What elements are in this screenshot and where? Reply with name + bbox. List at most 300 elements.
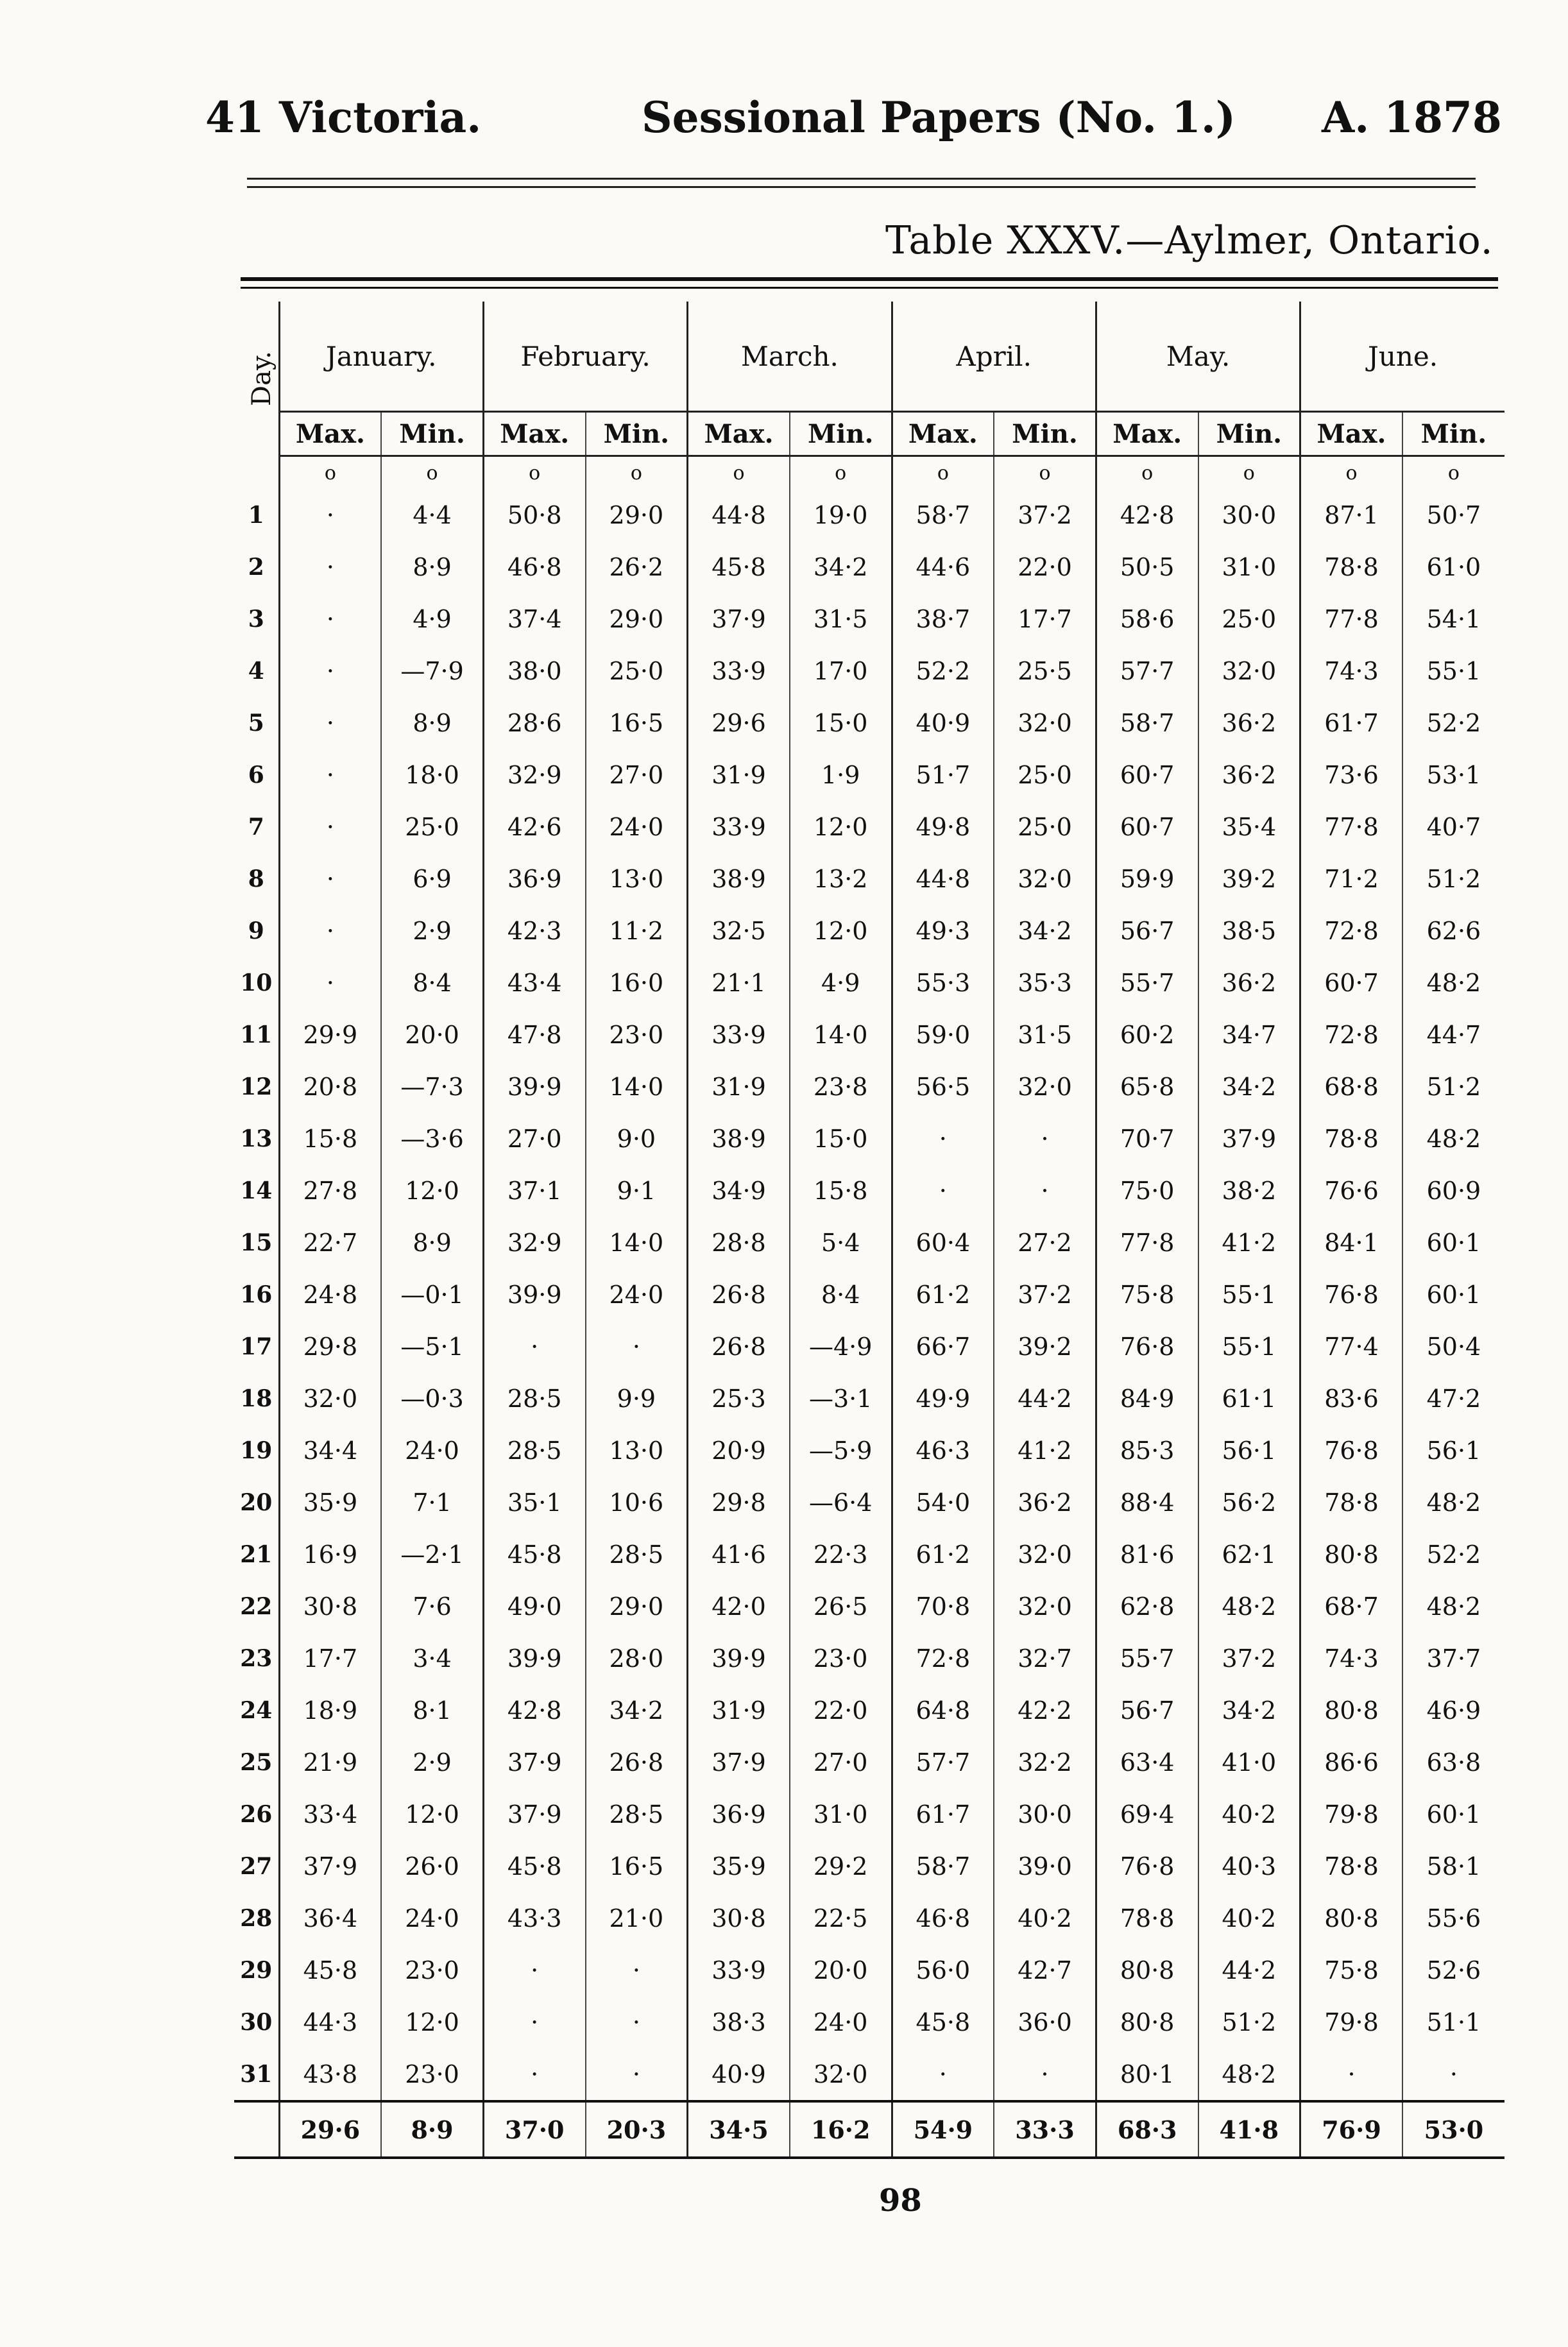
temperature-cell: 32·0: [994, 1580, 1096, 1632]
temperature-cell: 79·8: [1300, 1996, 1402, 2048]
temperature-cell: 25·0: [994, 801, 1096, 853]
temperature-cell: 75·0: [1096, 1165, 1198, 1216]
temperature-cell: 50·7: [1402, 489, 1504, 541]
temperature-cell: 75·8: [1096, 1268, 1198, 1320]
temperature-cell: 1·9: [790, 749, 892, 801]
day-number: 26: [234, 1788, 279, 1840]
temperature-cell: ·: [994, 1113, 1096, 1165]
temperature-cell: 44·2: [1198, 1944, 1300, 1996]
temperature-cell: 59·0: [892, 1009, 994, 1061]
temperature-cell: 56·7: [1096, 1684, 1198, 1736]
min-header: Min.: [1198, 412, 1300, 456]
temperature-cell: 36·2: [994, 1476, 1096, 1528]
temperature-cell: ·: [586, 2048, 688, 2101]
degree-mark: o: [1198, 456, 1300, 490]
day-number: 15: [234, 1216, 279, 1268]
temperature-cell: 22·0: [994, 541, 1096, 593]
temperature-cell: 14·0: [586, 1061, 688, 1113]
temperature-cell: 32·0: [1198, 645, 1300, 697]
temperature-cell: 13·0: [586, 853, 688, 905]
temperature-cell: 39·0: [994, 1840, 1096, 1892]
temperature-cell: 42·2: [994, 1684, 1096, 1736]
temperature-cell: 34·2: [1198, 1684, 1300, 1736]
table-row: [234, 1165, 1504, 1216]
max-header: Max.: [483, 412, 585, 456]
day-number: 6: [234, 749, 279, 801]
temperature-cell: 8·1: [381, 1684, 483, 1736]
temperature-cell: 21·0: [586, 1892, 688, 1944]
table-row: [234, 1840, 1504, 1892]
temperature-cell: 52·2: [1402, 1528, 1504, 1580]
max-header: Max.: [279, 412, 381, 456]
temperature-cell: 33·4: [279, 1788, 381, 1840]
day-number: 23: [234, 1632, 279, 1684]
temperature-cell: 43·8: [279, 2048, 381, 2101]
temperature-cell: 37·9: [688, 593, 790, 645]
temperature-cell: 29·2: [790, 1840, 892, 1892]
session-label: 41 Victoria.: [205, 92, 482, 142]
temperature-cell: 78·8: [1300, 1840, 1402, 1892]
temperature-cell: 27·0: [483, 1113, 585, 1165]
temperature-cell: 78·8: [1300, 1113, 1402, 1165]
temperature-cell: ·: [586, 1320, 688, 1372]
temperature-cell: 42·8: [1096, 489, 1198, 541]
temperature-cell: 33·9: [688, 1009, 790, 1061]
temperature-cell: 39·9: [688, 1632, 790, 1684]
day-number: 16: [234, 1268, 279, 1320]
day-spacer: [234, 456, 279, 490]
temperature-cell: 9·1: [586, 1165, 688, 1216]
temperature-cell: 66·7: [892, 1320, 994, 1372]
temperature-table: [234, 302, 1504, 2159]
temperature-cell: 39·9: [483, 1061, 585, 1113]
temperature-cell: 38·3: [688, 1996, 790, 2048]
month-header: February.: [483, 302, 687, 412]
day-number: 17: [234, 1320, 279, 1372]
temperature-cell: 28·5: [483, 1372, 585, 1424]
temperature-cell: 6·9: [381, 853, 483, 905]
temperature-cell: 64·8: [892, 1684, 994, 1736]
temperature-cell: 58·7: [1096, 697, 1198, 749]
temperature-cell: 12·0: [790, 801, 892, 853]
table-row: [234, 1580, 1504, 1632]
temperature-cell: 40·7: [1402, 801, 1504, 853]
temperature-cell: 46·3: [892, 1424, 994, 1476]
temperature-cell: 22·7: [279, 1216, 381, 1268]
temperature-cell: 48·2: [1402, 957, 1504, 1009]
table-row: [234, 1009, 1504, 1061]
temperature-cell: 61·7: [1300, 697, 1402, 749]
day-spacer: [234, 2101, 279, 2158]
temperature-cell: 42·0: [688, 1580, 790, 1632]
temperature-cell: 79·8: [1300, 1788, 1402, 1840]
temperature-cell: 46·8: [892, 1892, 994, 1944]
temperature-cell: 74·3: [1300, 645, 1402, 697]
temperature-cell: ·: [1300, 2048, 1402, 2101]
table-row: [234, 2048, 1504, 2101]
max-header: Max.: [1300, 412, 1402, 456]
temperature-cell: 44·3: [279, 1996, 381, 2048]
temperature-cell: 60·4: [892, 1216, 994, 1268]
temperature-cell: 80·8: [1096, 1996, 1198, 2048]
temperature-cell: 86·6: [1300, 1736, 1402, 1788]
temperature-cell: 37·2: [1198, 1632, 1300, 1684]
temperature-cell: 22·3: [790, 1528, 892, 1580]
temperature-cell: 27·8: [279, 1165, 381, 1216]
temperature-cell: 77·4: [1300, 1320, 1402, 1372]
day-number: 7: [234, 801, 279, 853]
temperature-cell: 42·3: [483, 905, 585, 957]
temperature-cell: 34·2: [1198, 1061, 1300, 1113]
table-row: [234, 645, 1504, 697]
temperature-cell: 37·9: [688, 1736, 790, 1788]
temperature-cell: 71·2: [1300, 853, 1402, 905]
temperature-cell: 37·9: [483, 1736, 585, 1788]
temperature-cell: 40·2: [1198, 1892, 1300, 1944]
mean-cell: 8·9: [381, 2101, 483, 2158]
temperature-cell: 52·2: [1402, 697, 1504, 749]
temperature-cell: 24·0: [586, 801, 688, 853]
day-column-header: Day.: [234, 302, 279, 456]
temperature-cell: 32·0: [994, 697, 1096, 749]
month-header: January.: [279, 302, 483, 412]
degree-mark: o: [279, 456, 381, 490]
table-row: [234, 1944, 1504, 1996]
temperature-cell: 24·0: [586, 1268, 688, 1320]
temperature-cell: 30·8: [279, 1580, 381, 1632]
temperature-cell: 49·0: [483, 1580, 585, 1632]
temperature-cell: —3·1: [790, 1372, 892, 1424]
temperature-cell: 38·5: [1198, 905, 1300, 957]
temperature-cell: 49·3: [892, 905, 994, 957]
mean-cell: 34·5: [688, 2101, 790, 2158]
temperature-cell: 13·0: [586, 1424, 688, 1476]
temperature-cell: 24·8: [279, 1268, 381, 1320]
temperature-cell: 55·1: [1402, 645, 1504, 697]
temperature-cell: 15·8: [279, 1113, 381, 1165]
temperature-cell: ·: [483, 1320, 585, 1372]
temperature-cell: 48·2: [1198, 2048, 1300, 2101]
temperature-cell: ·: [279, 749, 381, 801]
temperature-cell: 25·5: [994, 645, 1096, 697]
temperature-cell: 72·8: [1300, 1009, 1402, 1061]
temperature-cell: 39·2: [994, 1320, 1096, 1372]
temperature-cell: 85·3: [1096, 1424, 1198, 1476]
temperature-cell: 4·9: [381, 593, 483, 645]
temperature-cell: 27·0: [790, 1736, 892, 1788]
temperature-cell: 21·9: [279, 1736, 381, 1788]
temperature-cell: 51·2: [1198, 1996, 1300, 2048]
table-row: [234, 1320, 1504, 1372]
day-number: 29: [234, 1944, 279, 1996]
temperature-cell: 84·9: [1096, 1372, 1198, 1424]
temperature-cell: —5·9: [790, 1424, 892, 1476]
table-row: [234, 1113, 1504, 1165]
temperature-cell: 60·9: [1402, 1165, 1504, 1216]
temperature-cell: 56·5: [892, 1061, 994, 1113]
temperature-cell: ·: [483, 1944, 585, 1996]
temperature-cell: 34·2: [994, 905, 1096, 957]
temperature-cell: 54·0: [892, 1476, 994, 1528]
day-number: 14: [234, 1165, 279, 1216]
temperature-cell: 28·6: [483, 697, 585, 749]
temperature-cell: 34·2: [790, 541, 892, 593]
temperature-cell: 38·9: [688, 853, 790, 905]
temperature-cell: 36·9: [483, 853, 585, 905]
temperature-cell: 72·8: [892, 1632, 994, 1684]
temperature-cell: —5·1: [381, 1320, 483, 1372]
temperature-cell: 74·3: [1300, 1632, 1402, 1684]
temperature-cell: 23·0: [790, 1632, 892, 1684]
temperature-cell: 40·9: [892, 697, 994, 749]
temperature-cell: ·: [279, 593, 381, 645]
min-header: Min.: [586, 412, 688, 456]
temperature-cell: 44·2: [994, 1372, 1096, 1424]
temperature-cell: 32·0: [994, 1528, 1096, 1580]
temperature-cell: 41·0: [1198, 1736, 1300, 1788]
temperature-cell: 31·9: [688, 1684, 790, 1736]
temperature-cell: 50·8: [483, 489, 585, 541]
temperature-cell: 58·7: [892, 1840, 994, 1892]
temperature-cell: 56·1: [1198, 1424, 1300, 1476]
temperature-cell: 59·9: [1096, 853, 1198, 905]
temperature-cell: 76·8: [1096, 1840, 1198, 1892]
table-title: Table XXXV.—Aylmer, Ontario.: [885, 218, 1494, 263]
temperature-cell: 29·0: [586, 489, 688, 541]
temperature-cell: 33·9: [688, 801, 790, 853]
temperature-cell: 48·2: [1402, 1476, 1504, 1528]
day-number: 27: [234, 1840, 279, 1892]
temperature-cell: 24·0: [381, 1892, 483, 1944]
temperature-cell: 32·0: [994, 853, 1096, 905]
temperature-cell: 73·6: [1300, 749, 1402, 801]
temperature-cell: 37·9: [1198, 1113, 1300, 1165]
temperature-cell: 55·7: [1096, 1632, 1198, 1684]
temperature-cell: 55·6: [1402, 1892, 1504, 1944]
temperature-cell: 68·8: [1300, 1061, 1402, 1113]
temperature-cell: 42·8: [483, 1684, 585, 1736]
temperature-cell: 45·8: [279, 1944, 381, 1996]
temperature-cell: 84·1: [1300, 1216, 1402, 1268]
sessional-papers-label: Sessional Papers (No. 1.): [642, 92, 1236, 142]
temperature-cell: 32·7: [994, 1632, 1096, 1684]
temperature-cell: 22·0: [790, 1684, 892, 1736]
temperature-cell: 14·0: [790, 1009, 892, 1061]
temperature-cell: 61·2: [892, 1528, 994, 1580]
temperature-cell: ·: [279, 541, 381, 593]
temperature-cell: 30·0: [1198, 489, 1300, 541]
table-row: [234, 801, 1504, 853]
month-header: March.: [688, 302, 892, 412]
temperature-cell: 40·2: [1198, 1788, 1300, 1840]
mean-cell: 53·0: [1402, 2101, 1504, 2158]
min-header: Min.: [1402, 412, 1504, 456]
temperature-cell: 48·2: [1402, 1580, 1504, 1632]
temperature-cell: 12·0: [790, 905, 892, 957]
temperature-cell: 52·2: [892, 645, 994, 697]
temperature-cell: 60·7: [1096, 801, 1198, 853]
temperature-cell: 19·0: [790, 489, 892, 541]
temperature-cell: 31·0: [790, 1788, 892, 1840]
temperature-cell: 76·6: [1300, 1165, 1402, 1216]
degree-mark: o: [790, 456, 892, 490]
temperature-cell: 60·7: [1096, 749, 1198, 801]
temperature-cell: 57·7: [892, 1736, 994, 1788]
temperature-cell: 31·0: [1198, 541, 1300, 593]
temperature-cell: 29·9: [279, 1009, 381, 1061]
day-number: 2: [234, 541, 279, 593]
mean-cell: 54·9: [892, 2101, 994, 2158]
temperature-cell: —0·1: [381, 1268, 483, 1320]
temperature-cell: 23·8: [790, 1061, 892, 1113]
temperature-cell: 72·8: [1300, 905, 1402, 957]
temperature-cell: —3·6: [381, 1113, 483, 1165]
temperature-cell: —7·3: [381, 1061, 483, 1113]
month-header: May.: [1096, 302, 1300, 412]
degree-mark: o: [1300, 456, 1402, 490]
day-number: 10: [234, 957, 279, 1009]
temperature-cell: 58·7: [892, 489, 994, 541]
temperature-cell: —7·9: [381, 645, 483, 697]
temperature-cell: 31·9: [688, 749, 790, 801]
day-number: 28: [234, 1892, 279, 1944]
temperature-cell: ·: [279, 645, 381, 697]
temperature-cell: 12·0: [381, 1996, 483, 2048]
temperature-cell: 55·1: [1198, 1268, 1300, 1320]
temperature-cell: 45·8: [688, 541, 790, 593]
header-rule-bottom: [247, 186, 1476, 188]
min-header: Min.: [381, 412, 483, 456]
temperature-cell: 33·9: [688, 645, 790, 697]
max-header: Max.: [1096, 412, 1198, 456]
temperature-cell: 8·9: [381, 1216, 483, 1268]
temperature-cell: 14·0: [586, 1216, 688, 1268]
temperature-cell: 39·2: [1198, 853, 1300, 905]
max-header: Max.: [688, 412, 790, 456]
table-row: [234, 1372, 1504, 1424]
temperature-cell: 45·8: [483, 1840, 585, 1892]
temperature-cell: 51·7: [892, 749, 994, 801]
temperature-cell: 46·8: [483, 541, 585, 593]
day-number: 19: [234, 1424, 279, 1476]
temperature-cell: 9·9: [586, 1372, 688, 1424]
table-row: [234, 749, 1504, 801]
degree-mark: o: [483, 456, 585, 490]
temperature-cell: 32·0: [994, 1061, 1096, 1113]
temperature-cell: 32·9: [483, 1216, 585, 1268]
temperature-cell: 77·8: [1300, 801, 1402, 853]
temperature-cell: —0·3: [381, 1372, 483, 1424]
temperature-cell: 35·4: [1198, 801, 1300, 853]
running-header: [0, 82, 1568, 153]
day-number: 31: [234, 2048, 279, 2101]
temperature-cell: ·: [483, 1996, 585, 2048]
temperature-cell: 80·1: [1096, 2048, 1198, 2101]
temperature-cell: 21·1: [688, 957, 790, 1009]
temperature-cell: 42·7: [994, 1944, 1096, 1996]
day-number: 1: [234, 489, 279, 541]
temperature-cell: 43·4: [483, 957, 585, 1009]
temperature-cell: 31·5: [790, 593, 892, 645]
temperature-cell: 32·5: [688, 905, 790, 957]
temperature-cell: 53·1: [1402, 749, 1504, 801]
temperature-cell: 34·4: [279, 1424, 381, 1476]
min-header: Min.: [994, 412, 1096, 456]
temperature-cell: 38·9: [688, 1113, 790, 1165]
mean-cell: 33·3: [994, 2101, 1096, 2158]
degree-mark: o: [892, 456, 994, 490]
temperature-cell: —2·1: [381, 1528, 483, 1580]
table-row: [234, 1892, 1504, 1944]
temperature-cell: 83·6: [1300, 1372, 1402, 1424]
temperature-cell: ·: [279, 489, 381, 541]
temperature-cell: 24·0: [381, 1424, 483, 1476]
table-row: [234, 489, 1504, 541]
temperature-cell: 42·6: [483, 801, 585, 853]
temperature-cell: ·: [279, 853, 381, 905]
temperature-cell: ·: [483, 2048, 585, 2101]
temperature-cell: 63·8: [1402, 1736, 1504, 1788]
temperature-cell: 9·0: [586, 1113, 688, 1165]
temperature-cell: 70·8: [892, 1580, 994, 1632]
temperature-cell: 15·8: [790, 1165, 892, 1216]
temperature-cell: 20·9: [688, 1424, 790, 1476]
day-number: 12: [234, 1061, 279, 1113]
temperature-cell: 41·2: [1198, 1216, 1300, 1268]
temperature-cell: 26·5: [790, 1580, 892, 1632]
temperature-cell: 36·4: [279, 1892, 381, 1944]
temperature-cell: 2·9: [381, 1736, 483, 1788]
temperature-cell: ·: [279, 905, 381, 957]
temperature-cell: 65·8: [1096, 1061, 1198, 1113]
temperature-cell: 2·9: [381, 905, 483, 957]
temperature-cell: 45·8: [483, 1528, 585, 1580]
temperature-cell: 46·9: [1402, 1684, 1504, 1736]
temperature-cell: 76·8: [1300, 1424, 1402, 1476]
month-header: June.: [1300, 302, 1504, 412]
temperature-cell: 62·1: [1198, 1528, 1300, 1580]
temperature-cell: 62·6: [1402, 905, 1504, 957]
table-row: [234, 1476, 1504, 1528]
temperature-cell: 81·6: [1096, 1528, 1198, 1580]
month-header: April.: [892, 302, 1096, 412]
temperature-cell: 28·5: [586, 1788, 688, 1840]
temperature-cell: 31·9: [688, 1061, 790, 1113]
temperature-cell: 26·8: [688, 1268, 790, 1320]
temperature-cell: 37·9: [483, 1788, 585, 1840]
temperature-cell: 34·7: [1198, 1009, 1300, 1061]
degree-mark: o: [1402, 456, 1504, 490]
temperature-cell: 27·2: [994, 1216, 1096, 1268]
temperature-cell: 25·3: [688, 1372, 790, 1424]
temperature-cell: 78·8: [1300, 1476, 1402, 1528]
day-number: 4: [234, 645, 279, 697]
temperature-cell: 23·0: [381, 1944, 483, 1996]
temperature-cell: 51·2: [1402, 1061, 1504, 1113]
temperature-cell: 44·7: [1402, 1009, 1504, 1061]
temperature-cell: 55·7: [1096, 957, 1198, 1009]
temperature-cell: 44·8: [688, 489, 790, 541]
temperature-cell: 29·8: [279, 1320, 381, 1372]
temperature-cell: 26·2: [586, 541, 688, 593]
table-row: [234, 1996, 1504, 2048]
temperature-cell: 20·0: [381, 1009, 483, 1061]
temperature-cell: 58·1: [1402, 1840, 1504, 1892]
temperature-cell: 32·2: [994, 1736, 1096, 1788]
temperature-cell: 26·8: [688, 1320, 790, 1372]
temperature-cell: 40·2: [994, 1892, 1096, 1944]
table-row: [234, 1216, 1504, 1268]
